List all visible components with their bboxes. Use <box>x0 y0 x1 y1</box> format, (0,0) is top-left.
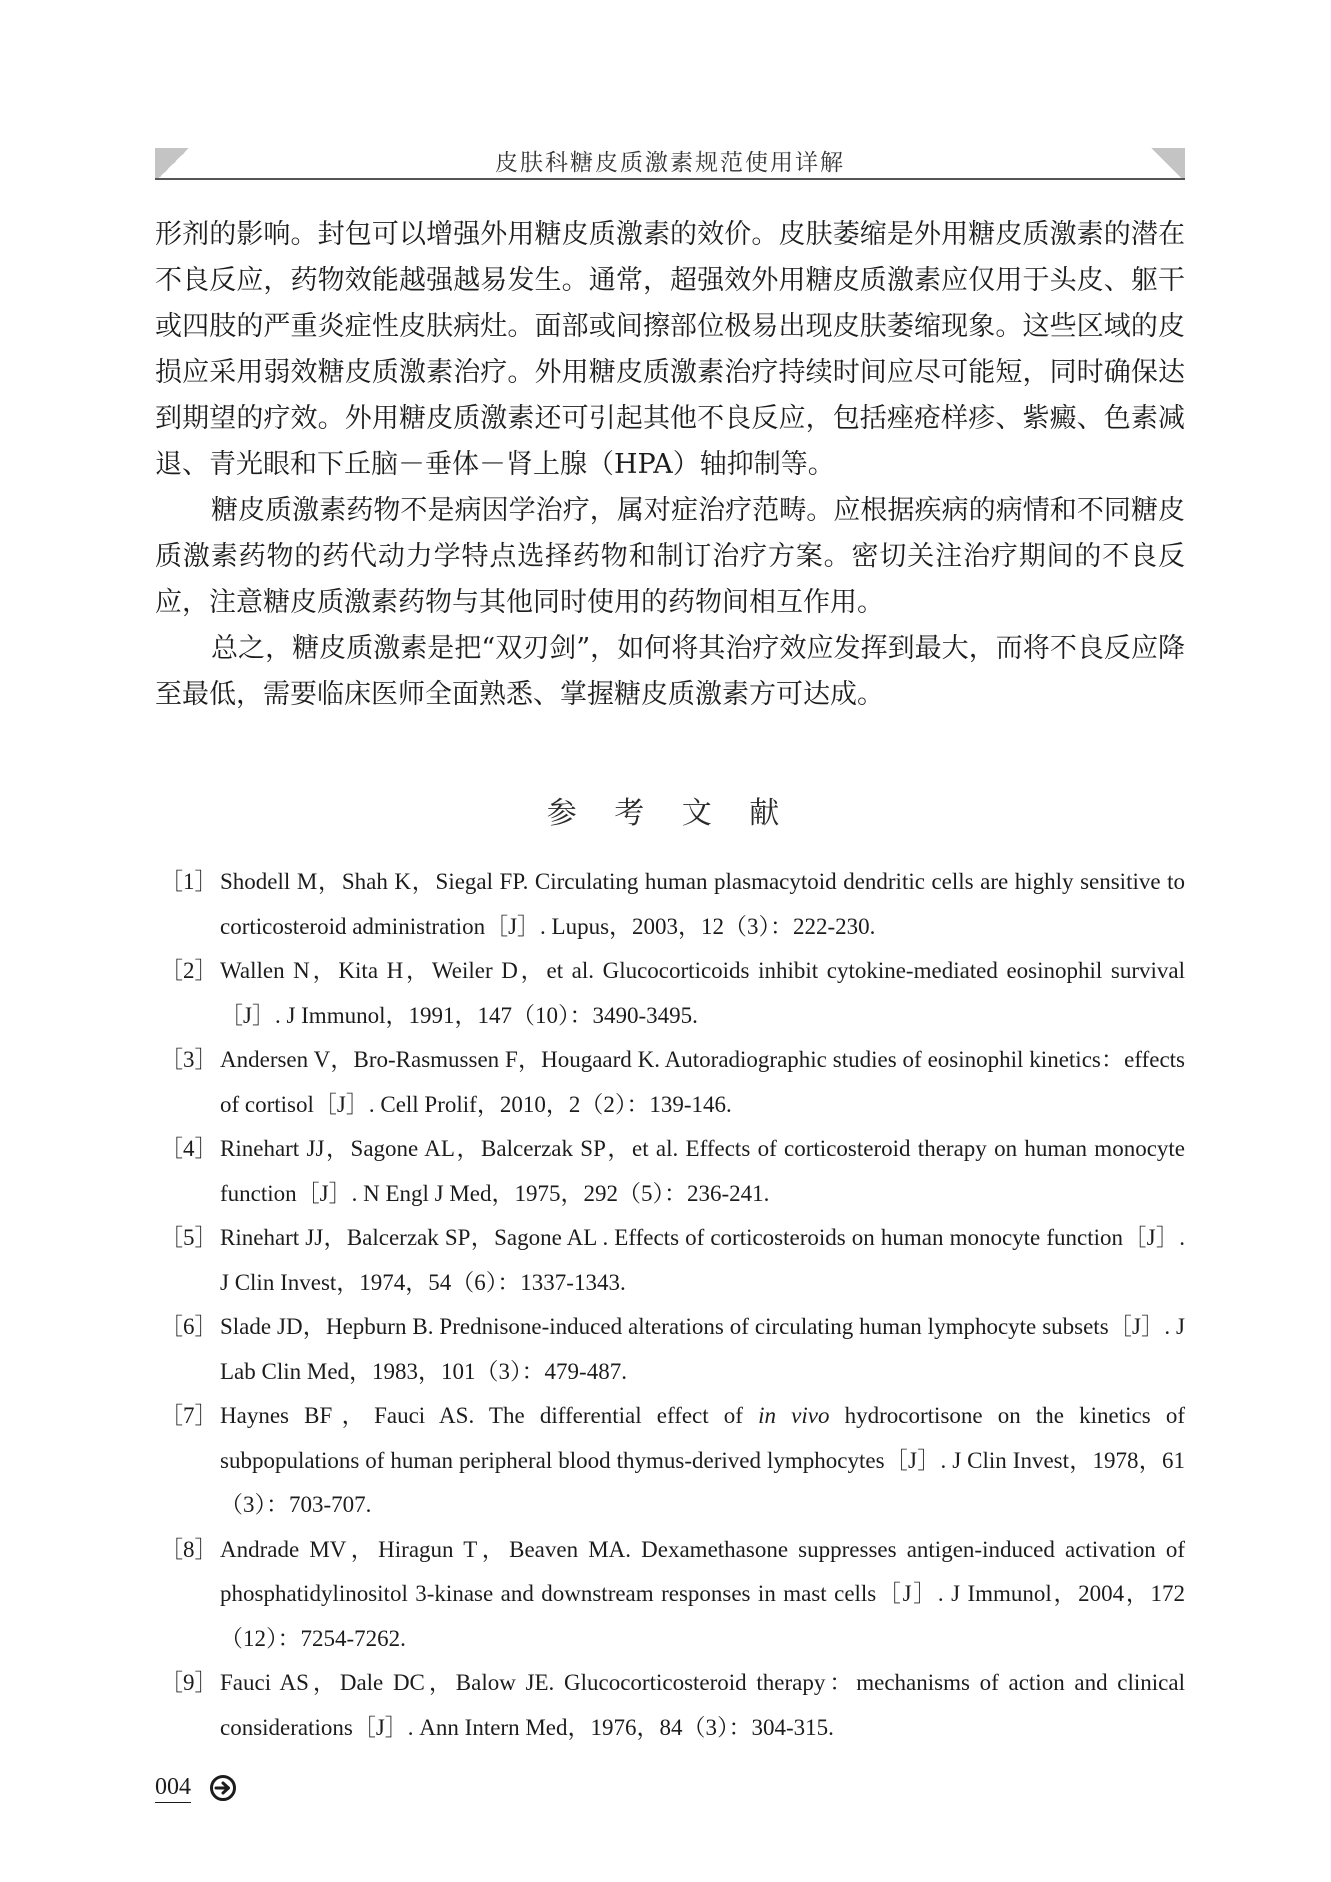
reference-item <box>160 1528 1185 1662</box>
reference-text: Shodell M，Shah K，Siegal FP. Circulating human plasmacytoid dendritic cells are highly sensitive to corticosteroid administration［J］. Lupus，2003，12（3）：222-230. <box>220 869 1185 939</box>
reference-number: ［6］ <box>160 1314 218 1339</box>
body-paragraph: 形剂的影响。封包可以增强外用糖皮质激素的效价。皮肤萎缩是外用糖皮质激素的潜在不良反应，药物效能越强越易发生。通常，超强效外用糖皮质激素应仅用于头皮、躯干或四肢的严重炎症性皮肤病灶。面部或间擦部位极易出现皮肤萎缩现象。这些区域的皮损应采用弱效糖皮质激素治疗。外用糖皮质激素治疗持续时间应尽可能短，同时确保达到期望的疗效。外用糖皮质激素还可引起其他不良反应，包括痤疮样疹、紫癜、色素减退、青光眼和下丘脑－垂体－肾上腺（HPA）轴抑制等。 <box>155 219 1185 480</box>
reference-number: ［4］ <box>160 1136 218 1161</box>
reference-text-continued: hydrocortisone on the kinetics of subpopulations of human peripheral blood thymus-derived lymphocytes［J］. J Clin Invest，1978，61（3）：703-707. <box>220 1403 1186 1517</box>
reference-number: ［9］ <box>160 1670 218 1695</box>
reference-item <box>160 1305 1185 1394</box>
reference-item <box>160 1661 1185 1750</box>
reference-text: Andrade MV，Hiragun T，Beaven MA. Dexamethasone suppresses antigen-induced activation of phosphatidylinositol 3-kinase and downstream responses in mast cells［J］. J Immunol，2004，172（12）：7254-7262. <box>220 1536 1185 1651</box>
reference-item <box>160 1216 1185 1305</box>
header-right-triangle-decoration <box>1149 148 1185 180</box>
running-header <box>155 136 1185 180</box>
reference-number: ［1］ <box>160 869 218 894</box>
reference-item <box>160 860 1185 949</box>
reference-text: Slade JD，Hepburn B. Prednisone-induced alterations of circulating human lymphocyte subsets［J］. J Lab Clin Med，1983，101（3）：479-487. <box>220 1314 1185 1384</box>
reference-text: Rinehart JJ，Balcerzak SP，Sagone AL . Effects of corticosteroids on human monocyte function［J］. J Clin Invest，1974，54（6）：1337-1343. <box>220 1225 1185 1295</box>
reference-text: Fauci AS，Dale DC，Balow JE. Glucocorticosteroid therapy：mechanisms of action and clinical considerations［J］. Ann Intern Med，1976，84（3）：304-315. <box>220 1670 1185 1740</box>
reference-text: Haynes BF，Fauci AS. The differential effect of <box>220 1403 759 1428</box>
next-page-arrow-icon <box>209 1774 237 1802</box>
page-footer <box>155 1768 237 1808</box>
reference-text: Rinehart JJ，Sagone AL，Balcerzak SP，et al. Effects of corticosteroid therapy on human monocyte function［J］. N Engl J Med，1975，292（5）：236-241. <box>220 1136 1185 1206</box>
body-text <box>155 212 1185 718</box>
reference-number: ［2］ <box>160 958 218 983</box>
header-title: 皮肤科糖皮质激素规范使用详解 <box>495 150 845 176</box>
reference-number: ［3］ <box>160 1047 218 1072</box>
reference-item <box>160 949 1185 1038</box>
reference-item <box>160 1127 1185 1216</box>
page-number: 004 <box>155 1773 191 1803</box>
reference-text: Andersen V，Bro-Rasmussen F，Hougaard K. Autoradiographic studies of eosinophil kinetics：effects of cortisol［J］. Cell Prolif，2010，2（2）：139-146. <box>220 1047 1185 1117</box>
reference-item <box>160 1394 1185 1528</box>
reference-italic-text: in vivo <box>758 1403 830 1428</box>
references-heading: 参 考 文 献 <box>546 796 794 831</box>
reference-number: ［5］ <box>160 1225 218 1250</box>
reference-item <box>160 1038 1185 1127</box>
body-paragraph: 总之，糖皮质激素是把“双刃剑”，如何将其治疗效应发挥到最大，而将不良反应降至最低，需要临床医师全面熟悉、掌握糖皮质激素方可达成。 <box>155 633 1185 710</box>
reference-number: ［8］ <box>160 1536 218 1562</box>
reference-number: ［7］ <box>160 1403 218 1428</box>
body-paragraph: 糖皮质激素药物不是病因学治疗，属对症治疗范畴。应根据疾病的病情和不同糖皮质激素药物的药代动力学特点选择药物和制订治疗方案。密切关注治疗期间的不良反应，注意糖皮质激素药物与其他同时使用的药物间相互作用。 <box>155 495 1185 618</box>
reference-text: Wallen N，Kita H，Weiler D，et al. Glucocorticoids inhibit cytokine-mediated eosinophil survival［J］. J Immunol，1991，147（10）：3490-3495. <box>220 958 1185 1028</box>
reference-list <box>160 860 1185 1750</box>
header-rule <box>155 178 1185 180</box>
